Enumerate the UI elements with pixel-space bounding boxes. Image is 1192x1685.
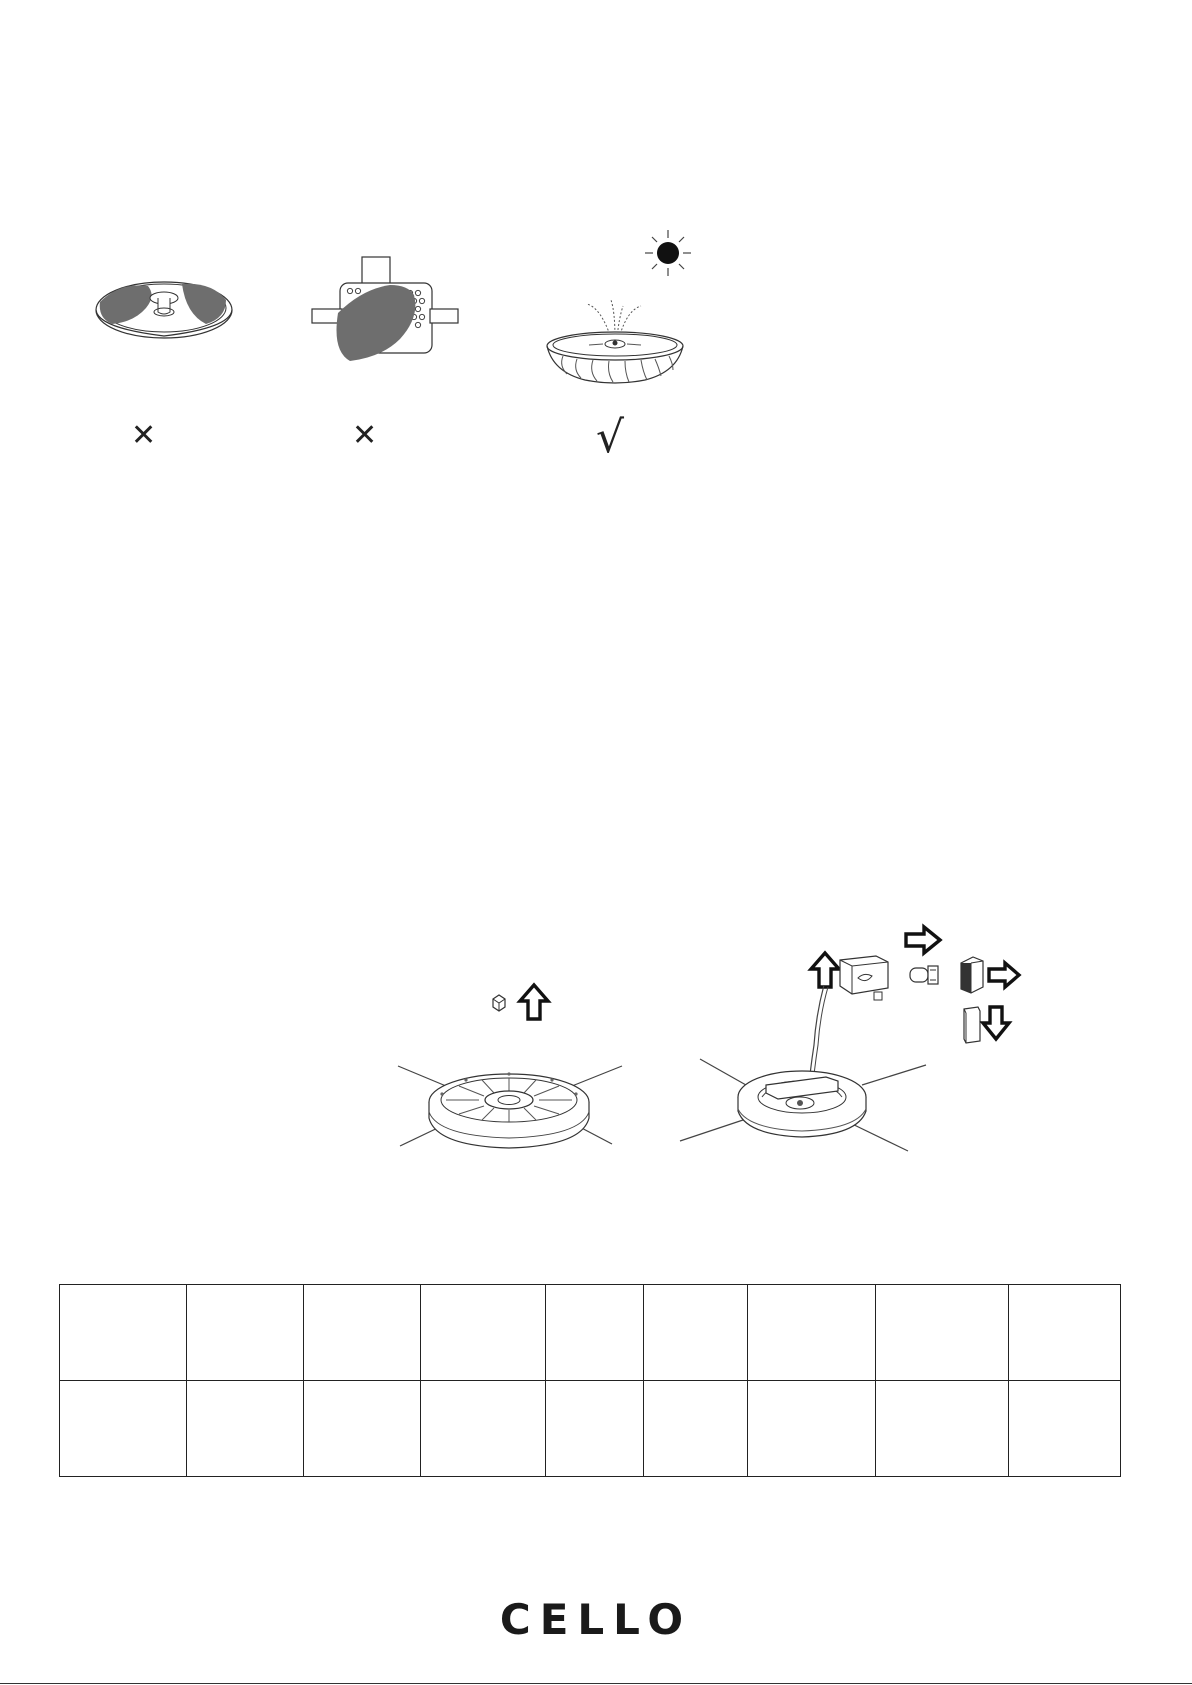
table-cell bbox=[60, 1381, 187, 1477]
page-edge-divider bbox=[0, 1683, 1192, 1684]
table-cell bbox=[1009, 1285, 1121, 1381]
pull-out-right-arrow-icon bbox=[903, 924, 943, 956]
table-cell bbox=[60, 1285, 187, 1381]
not-recommended-cross-icon: ✕ bbox=[131, 418, 157, 453]
table-cell bbox=[748, 1381, 876, 1477]
table-cell bbox=[421, 1381, 546, 1477]
nozzle-cap-part bbox=[489, 993, 509, 1013]
table-cell bbox=[187, 1285, 304, 1381]
table-cell bbox=[546, 1381, 644, 1477]
table-cell bbox=[187, 1381, 304, 1477]
filter-cover-part bbox=[957, 955, 987, 995]
brand-logo: CELLO bbox=[499, 1595, 693, 1644]
sun-icon bbox=[644, 229, 692, 277]
clean-fountain-in-sun-illustration bbox=[545, 298, 685, 388]
table-cell bbox=[876, 1285, 1009, 1381]
table-cell bbox=[876, 1381, 1009, 1477]
pull-out-right-arrow-icon bbox=[986, 960, 1022, 990]
leaf-covered-pump-illustration bbox=[310, 255, 460, 370]
lift-up-arrow-icon bbox=[517, 982, 551, 1022]
table-cell bbox=[748, 1285, 876, 1381]
float-ring-with-pump-illustration bbox=[676, 985, 930, 1153]
table-cell bbox=[644, 1285, 748, 1381]
table-row bbox=[60, 1285, 1121, 1381]
leaf-covered-fountain-illustration bbox=[90, 262, 238, 362]
float-ring-with-arms-illustration bbox=[396, 1056, 622, 1152]
push-down-arrow-icon bbox=[980, 1004, 1012, 1042]
table-cell bbox=[421, 1285, 546, 1381]
table-cell bbox=[304, 1285, 421, 1381]
table-cell bbox=[546, 1285, 644, 1381]
filter-sponge-part bbox=[962, 1005, 982, 1045]
specification-table bbox=[59, 1284, 1121, 1477]
table-cell bbox=[644, 1381, 748, 1477]
table-row bbox=[60, 1381, 1121, 1477]
table-cell bbox=[304, 1381, 421, 1477]
table-cell bbox=[1009, 1381, 1121, 1477]
recommended-check-icon: √ bbox=[596, 412, 625, 463]
not-recommended-cross-icon: ✕ bbox=[352, 418, 378, 453]
